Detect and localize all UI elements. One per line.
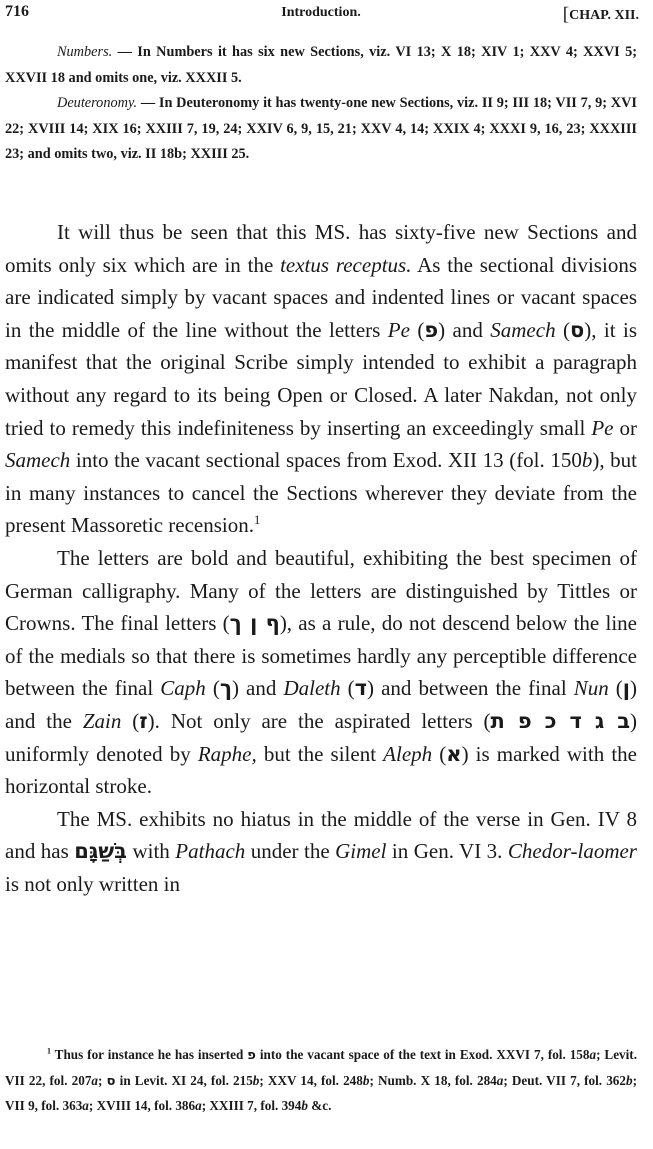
chapter-label: [CHAP. XII.: [562, 4, 639, 25]
numbers-label: Numbers.: [57, 44, 113, 60]
paragraph-letters: The letters are bold and beautiful, exhibiting the best specimen of German calligraphy. Many of the letters are distinguished by Tittles or Crowns. The final letters (ף ן ך), as a rule, do not descend below the line of the medials so that there is sometimes hardly any perceptible difference between the final Caph (ך) and Daleth (ד) and between the final Nun (ן) and the Zain (ז). Not only are the aspirated letters (ב ג ד כ פ ת) uniformly denoted by Raphe, but the silent Aleph (א) is marked with the horizontal stroke.: [5, 545, 638, 799]
sections-list: [5, 40, 637, 168]
footnote-reference: 1: [254, 513, 261, 528]
page-number: 716: [5, 3, 29, 20]
paragraph-sections: It will thus be seen that this MS. has sixty-five new Sections and omits only six which are in the textus receptus. As the sectional divisions are indicated simply by vacant spaces and indented lines or vacant spaces in the middle of the line without the letters Pe (פ) and Samech (ס), it is manifest that the original Scribe simply intended to exhibit a paragraph without any regard to its being Open or Closed. A later Nakdan, not only tried to remedy this indefiniteness by inserting an exceedingly small Pe or Samech into the vacant sectional spaces from Exod. XII 13 (fol. 150b), but in many instances to cancel the Sections wherever they deviate from the present Massoretic recension.$^1$: [5, 220, 638, 538]
paragraph-hiatus: The MS. exhibits no hiatus in the middle of the verse in Gen. IV 8 and has בְּשַׁגָּם with Pathach under the Gimel in Gen. VI 3. Chedor-laomer is not only written in: [5, 806, 637, 896]
footnote: [5, 1043, 637, 1119]
running-header: [5, 3, 637, 25]
body-text: [5, 216, 637, 900]
deuteronomy-label: Deuteronomy.: [57, 95, 138, 111]
footnote-text: $^1$ Thus for instance he has inserted פ into the vacant space of the text in Exod. XXVI 7, fol. 158a; Levit. VII 22, fol. 207a; ס in Levit. XI 24, fol. 215b; XXV 14, fol. 248b; Numb. X 18, fol. 284a; Deut. VII 7, fol. 362b; VII 9, fol. 363a; XVIII 14, fol. 386a; XXIII 7, fol. 394b &c.: [5, 1046, 637, 1113]
footnote-mark: 1: [47, 1046, 51, 1056]
running-title: Introduction.: [281, 5, 361, 20]
deuteronomy-paragraph: Deuteronomy. — In Deuteronomy it has twenty-one new Sections, viz. II 9; III 18; VII 7, 9; XVI 22; XVIII 14; XIX 16; XXIII 7, 19, 24; XXIV 6, 9, 15, 21; XXV 4, 14; XXIX 4; XXXI 9, 16, 23; XXXIII 23; and omits two, viz. II 18b; XXIII 25.: [5, 95, 637, 162]
document-page: [5, 0, 637, 1149]
numbers-paragraph: Numbers. — In Numbers it has six new Sections, viz. VI 13; X 18; XIV 1; XXV 4; XXVI 5; XXVII 18 and omits one, viz. XXXII 5.: [5, 44, 637, 86]
